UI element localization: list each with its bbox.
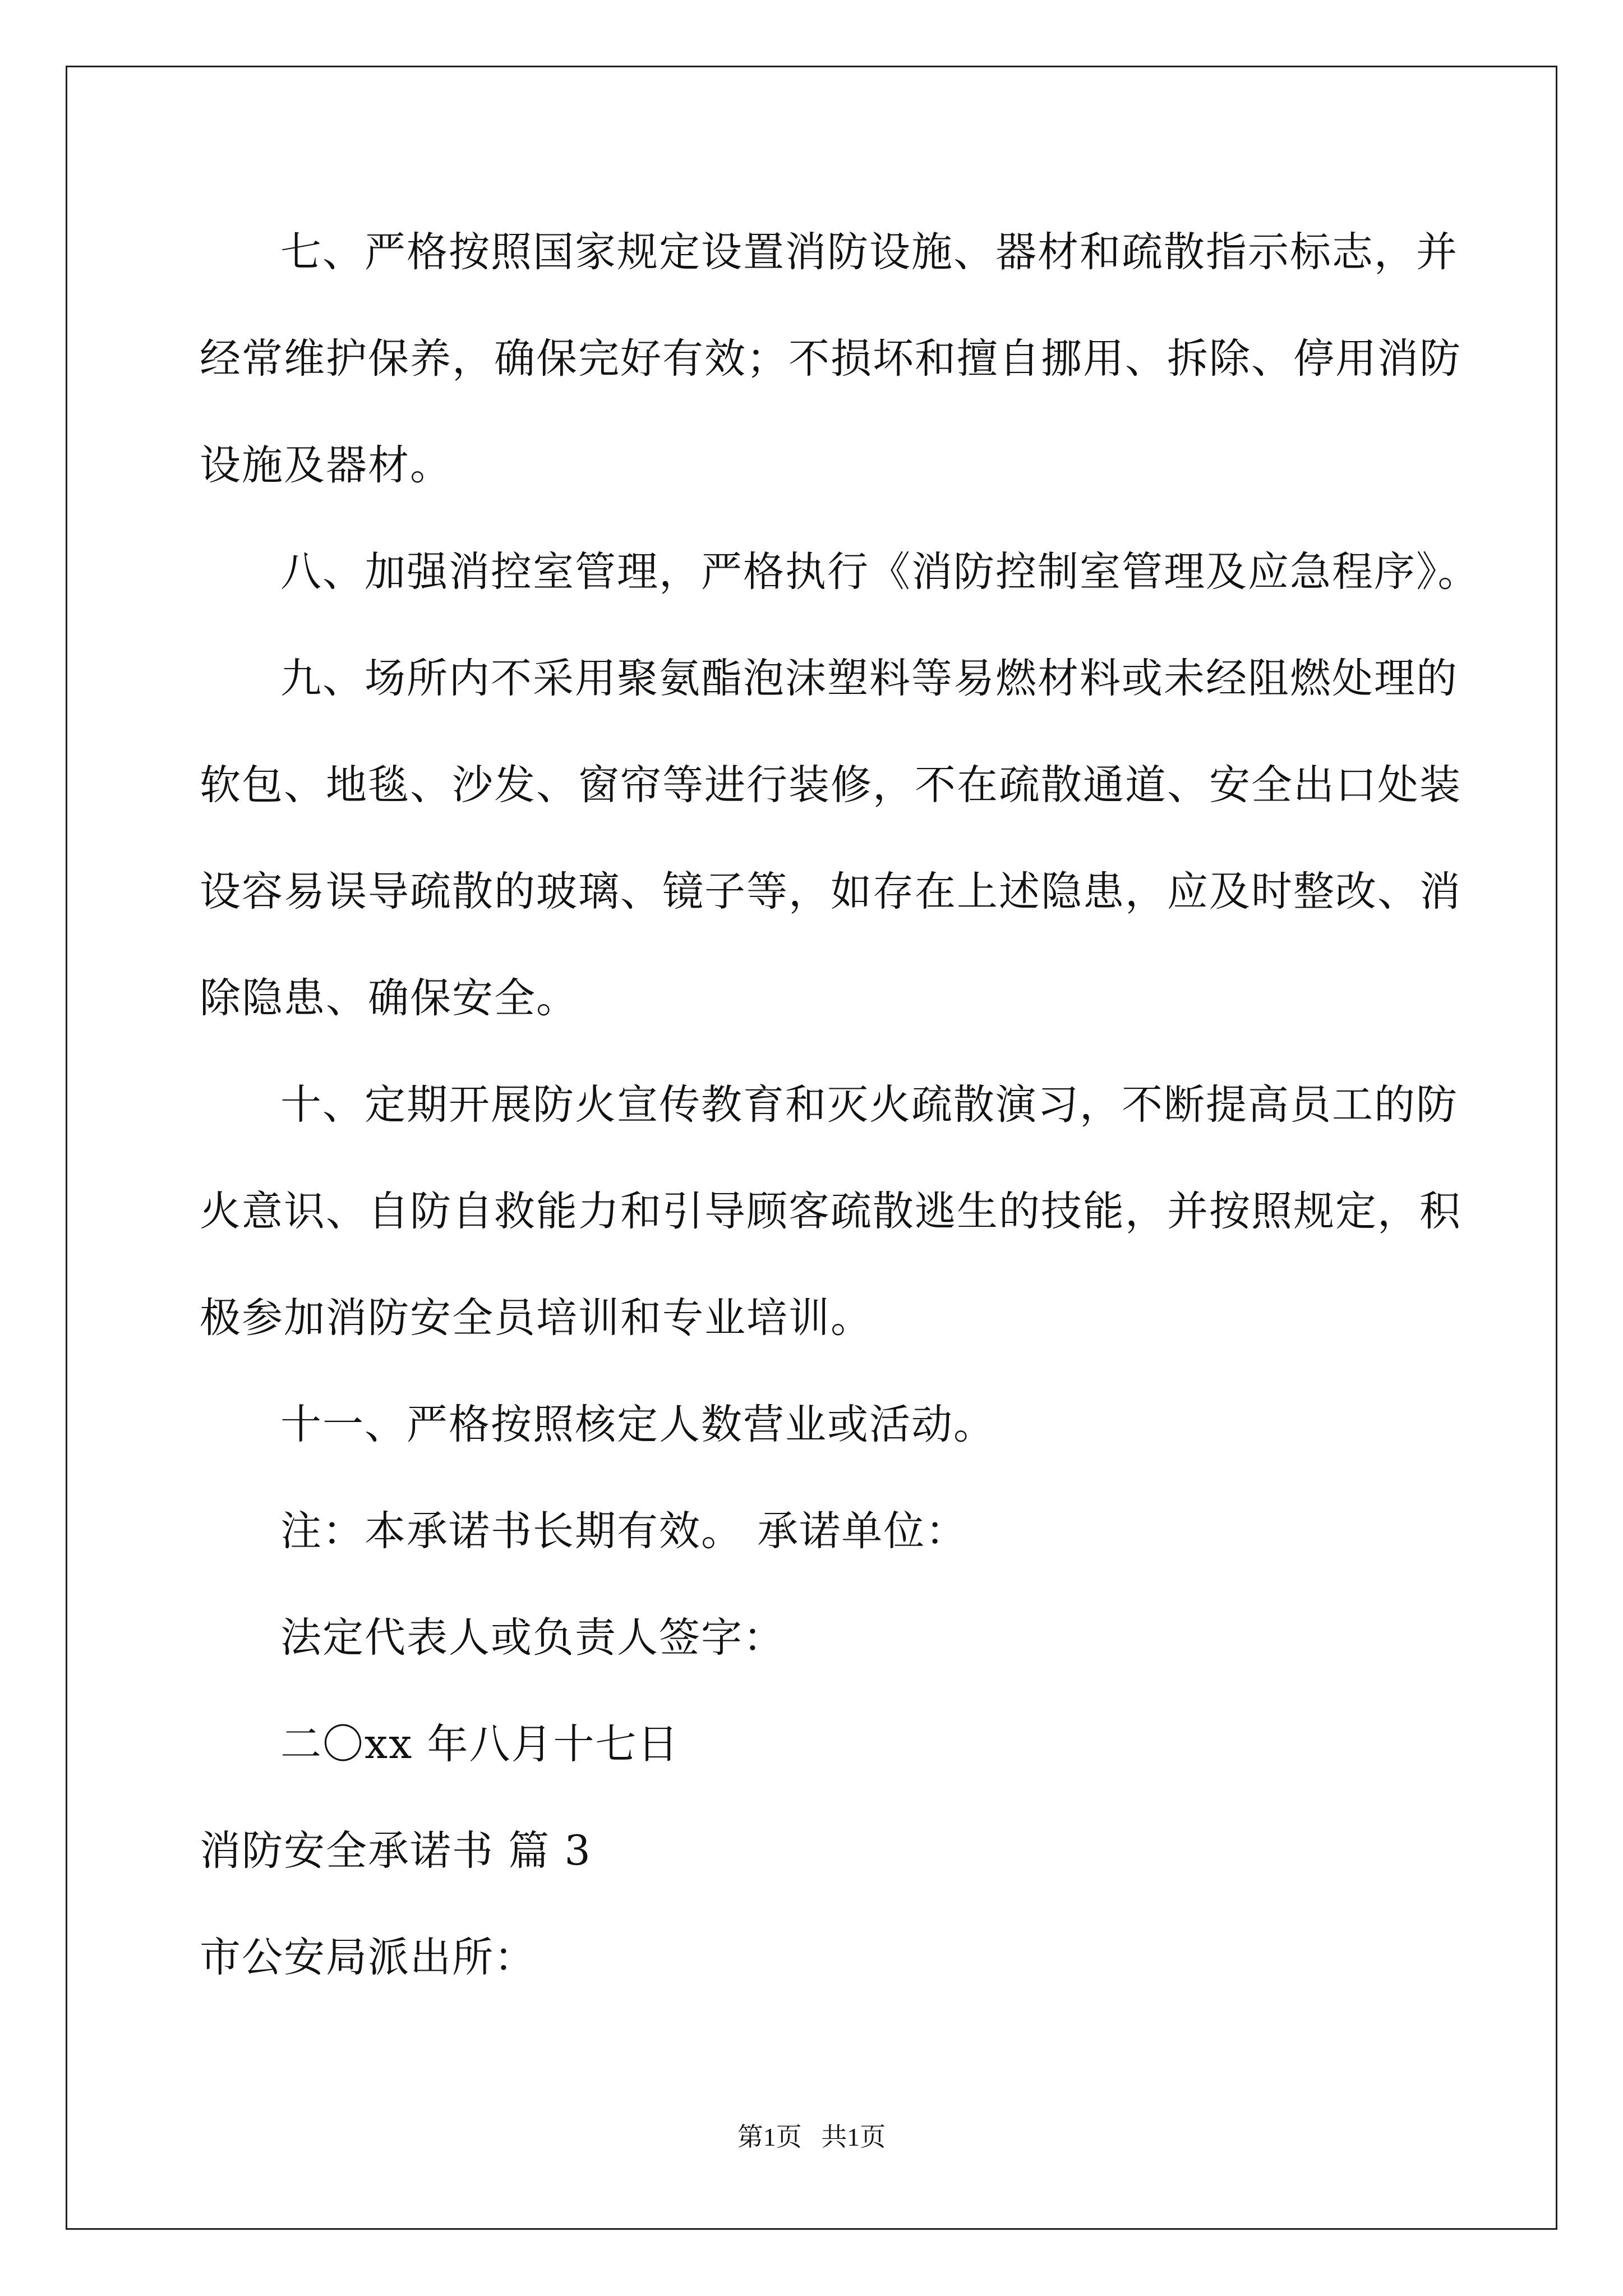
paragraph-7-line-2: 经常维护保养，确保完好有效；不损坏和擅自挪用、拆除、停用消防 [200,335,1461,383]
page-footer: 第1页 共1页 [737,2123,886,2151]
paragraph-9-line-4: 除隐患、确保安全。 [200,974,578,1022]
addressee: 市公安局派出所： [200,1934,536,1981]
page-border [66,66,1557,2230]
date-line: 二〇xx 年八月十七日 [280,1720,680,1768]
paragraph-7-line-3: 设施及器材。 [200,441,452,489]
paragraph-7-line-1: 七、严格按照国家规定设置消防设施、器材和疏散指示标志，并 [280,228,1458,276]
paragraph-9-line-3: 设容易误导疏散的玻璃、镜子等，如存在上述隐患，应及时整改、消 [200,868,1461,915]
paragraph-9-line-1: 九、场所内不采用聚氨酯泡沫塑料等易燃材料或未经阻燃处理的 [280,655,1458,702]
paragraph-11: 十一、严格按照核定人数营业或活动。 [280,1401,995,1448]
paragraph-9-line-2: 软包、地毯、沙发、窗帘等进行装修，不在疏散通道、安全出口处装 [200,761,1461,809]
paragraph-10-line-2: 火意识、自防自救能力和引导顾客疏散逃生的技能，并按照规定，积 [200,1188,1461,1235]
paragraph-10-line-3: 极参加消防安全员培训和专业培训。 [200,1294,873,1342]
validity-note: 注：本承诺书长期有效。 承诺单位： [280,1507,968,1555]
paragraph-8: 八、加强消控室管理，严格执行《消防控制室管理及应急程序》。 [280,548,1480,596]
section-title: 消防安全承诺书 篇 3 [200,1827,592,1875]
paragraph-10-line-1: 十、定期开展防火宣传教育和灭火疏散演习，不断提高员工的防 [280,1081,1458,1129]
signature-line: 法定代表人或负责人签字： [280,1614,785,1662]
